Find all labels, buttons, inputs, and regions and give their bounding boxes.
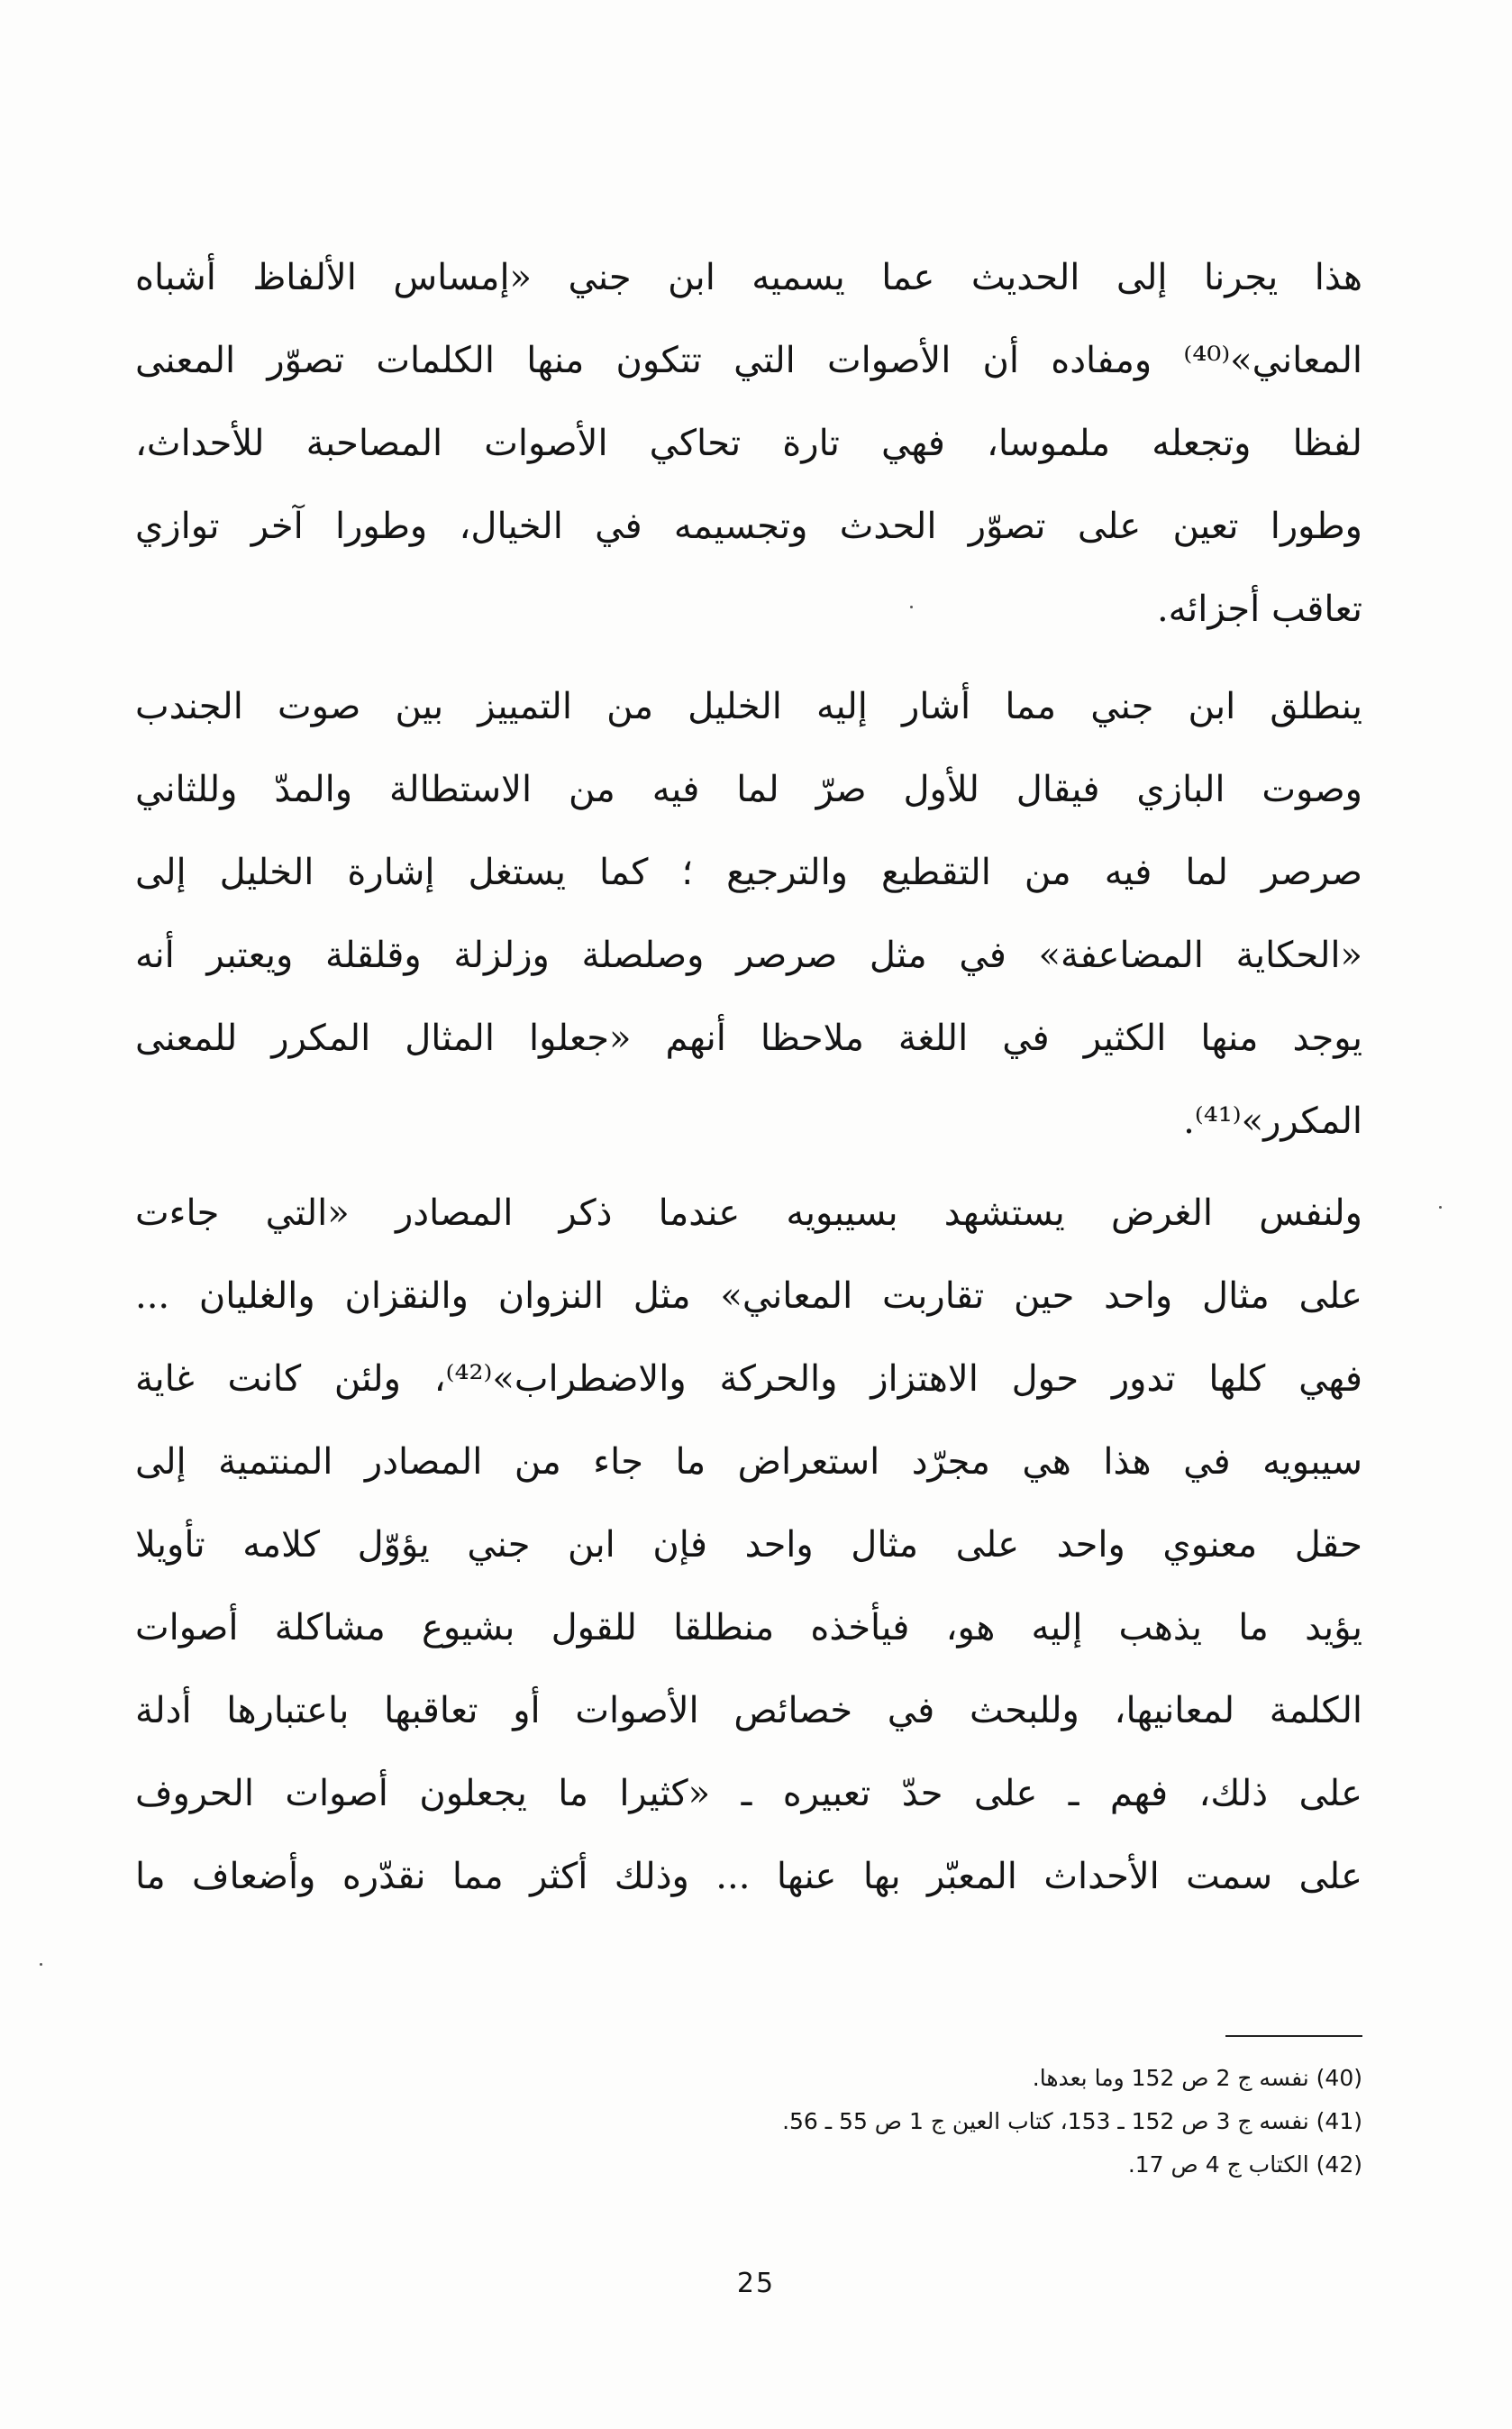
page-number: 25 [736,2268,776,2299]
text-line: المعاني»⁽⁴⁰⁾ ومفاده أن الأصوات التي تتكون منها الكلمات تصوّر المعنى [135,340,1362,381]
text-line: «الحكاية المضاعفة» في مثل صرصر وصلصلة وزلزلة وقلقلة ويعتبر أنه [135,935,1362,976]
text-line: هذا يجرنا إلى الحديث عما يسميه ابن جني «إمساس الألفاظ أشباه [135,257,1362,298]
footnote-42: (42) الكتاب ج 4 ص 17. [1127,2151,1362,2178]
scan-speck [910,606,913,608]
text-line: المكرر»⁽⁴¹⁾. [1183,1100,1362,1142]
text-line: على ذلك، فهم ـ على حدّ تعبيره ـ «كثيرا ما يجعلون أصوات الحروف [135,1773,1362,1814]
paragraph-3 [135,1172,1362,1918]
text-line: على سمت الأحداث المعبّر بها عنها ... وذلك أكثر مما نقدّره وأضعاف ما [135,1856,1362,1897]
text-line: وطورا تعين على تصوّر الحدث وتجسيمه في الخيال، وطورا آخر توازي [135,506,1362,547]
text-line: فهي كلها تدور حول الاهتزاز والحركة والاضطراب»⁽⁴²⁾، ولئن كانت غاية [135,1358,1362,1400]
footnotes [135,2057,1362,2187]
footnote-40: (40) نفسه ج 2 ص 152 وما بعدها. [1032,2065,1362,2091]
paragraph-2 [135,665,1362,1163]
text-line: سيبويه في هذا هي مجرّد استعراض ما جاء من المصادر المنتمية إلى [135,1441,1362,1483]
text-line: على مثال واحد حين تقاربت المعاني» مثل النزوان والنقزان والغليان ... [135,1275,1362,1317]
text-line: وصوت البازي فيقال للأول صرّ لما فيه من الاستطالة والمدّ وللثاني [135,769,1362,810]
text-line: حقل معنوي واحد على مثال واحد فإن ابن جني يؤوّل كلامه تأويلا [135,1524,1362,1566]
text-line: الكلمة لمعانيها، وللبحث في خصائص الأصوات أو تعاقبها باعتبارها أدلة [135,1690,1362,1731]
footnote-41: (41) نفسه ج 3 ص 152 ـ 153، كتاب العين ج 1 ص 55 ـ 56. [782,2108,1362,2134]
scan-speck [1439,1206,1442,1209]
paragraph-1 [135,236,1362,651]
text-line: لفظا وتجعله ملموسا، فهي تارة تحاكي الأصوات المصاحبة للأحداث، [135,423,1362,464]
text-line: ينطلق ابن جني مما أشار إليه الخليل من التمييز بين صوت الجندب [135,686,1362,727]
text-line: ولنفس الغرض يستشهد بسيبويه عندما ذكر المصادر «التي جاءت [135,1192,1362,1234]
text-line: تعاقب أجزائه. [1156,589,1362,630]
footnote-divider [1225,2035,1362,2037]
text-line: يؤيد ما يذهب إليه هو، فيأخذه منطلقا للقول بشيوع مشاكلة أصوات [135,1607,1362,1648]
scan-speck [40,1963,42,1966]
text-line: صرصر لما فيه من التقطيع والترجيع ؛ كما يستغل إشارة الخليل إلى [135,852,1362,893]
text-line: يوجد منها الكثير في اللغة ملاحظا أنهم «جعلوا المثال المكرر للمعنى [135,1018,1362,1059]
